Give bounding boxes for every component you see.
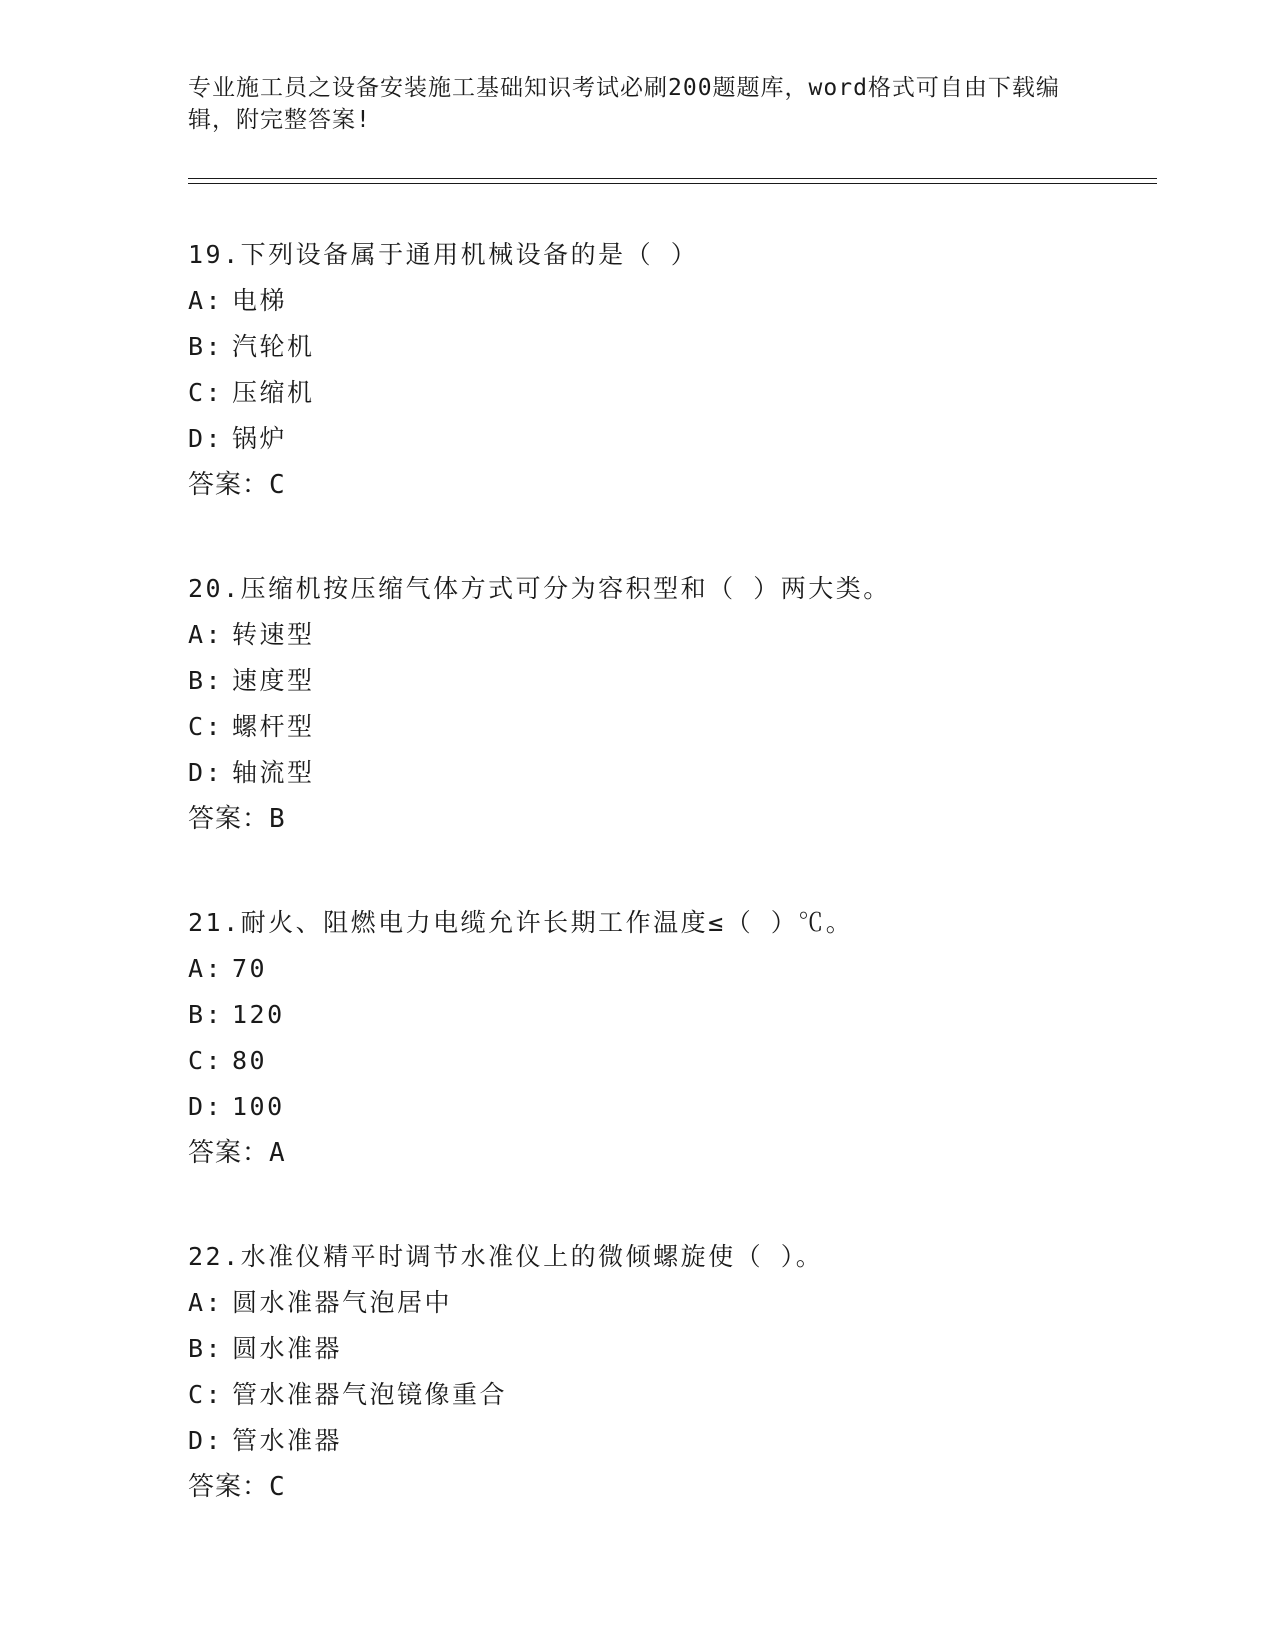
option-c (188, 1038, 1148, 1084)
option-d (188, 416, 1148, 462)
question-block (188, 566, 1148, 842)
option-key: C: (188, 378, 224, 407)
question-stem: 22.水准仪精平时调节水准仪上的微倾螺旋使（ ）。 (188, 1242, 824, 1271)
document-title: 专业施工员之设备安装施工基础知识考试必刷200题题库，word格式可自由下载编辑，附完整答案! (188, 75, 1060, 133)
option-c (188, 1372, 1148, 1418)
option-b (188, 658, 1148, 704)
answer-line (188, 1130, 1148, 1176)
option-text: 100 (232, 1092, 285, 1121)
option-a (188, 278, 1148, 324)
answer-value: C (269, 1472, 286, 1502)
option-key: D: (188, 424, 224, 453)
option-a (188, 1280, 1148, 1326)
option-key: A: (188, 1288, 224, 1317)
option-c (188, 370, 1148, 416)
option-key: C: (188, 1046, 224, 1075)
answer-line (188, 796, 1148, 842)
option-key: B: (188, 1000, 224, 1029)
option-key: A: (188, 286, 224, 315)
answer-line (188, 462, 1148, 508)
option-key: D: (188, 1426, 224, 1455)
option-text: 螺杆型 (232, 712, 315, 741)
answer-value: A (269, 1138, 286, 1168)
answer-label: 答案： (188, 1138, 270, 1168)
option-key: B: (188, 332, 224, 361)
answer-label: 答案： (188, 470, 270, 500)
option-key: B: (188, 666, 224, 695)
option-key: B: (188, 1334, 224, 1363)
option-text: 转速型 (232, 620, 315, 649)
option-text: 速度型 (232, 666, 315, 695)
option-b (188, 992, 1148, 1038)
option-text: 压缩机 (232, 378, 315, 407)
option-key: D: (188, 1092, 224, 1121)
option-text: 轴流型 (232, 758, 315, 787)
option-text: 圆水准器气泡居中 (232, 1288, 453, 1317)
question-list (188, 232, 1148, 1568)
option-a (188, 612, 1148, 658)
option-text: 锅炉 (232, 424, 288, 453)
option-b (188, 1326, 1148, 1372)
option-key: A: (188, 620, 224, 649)
option-b (188, 324, 1148, 370)
question-stem: 21.耐火、阻燃电力电缆允许长期工作温度≤（ ）℃。 (188, 908, 854, 937)
option-key: C: (188, 712, 224, 741)
option-key: A: (188, 954, 224, 983)
option-c (188, 704, 1148, 750)
answer-value: B (269, 804, 286, 834)
question-block (188, 232, 1148, 508)
header-divider-top (188, 178, 1157, 179)
option-d (188, 1418, 1148, 1464)
header-divider-bottom (188, 183, 1157, 184)
question-block (188, 1234, 1148, 1510)
answer-value: C (269, 470, 286, 500)
question-stem: 19.下列设备属于通用机械设备的是（ ） (188, 240, 699, 269)
option-text: 120 (232, 1000, 285, 1029)
option-text: 管水准器 (232, 1426, 343, 1455)
option-key: D: (188, 758, 224, 787)
option-key: C: (188, 1380, 224, 1409)
answer-line (188, 1464, 1148, 1510)
option-text: 圆水准器 (232, 1334, 343, 1363)
question-stem: 20.压缩机按压缩气体方式可分为容积型和（ ）两大类。 (188, 574, 891, 603)
option-text: 70 (232, 954, 268, 983)
question-block (188, 900, 1148, 1176)
option-text: 80 (232, 1046, 268, 1075)
option-d (188, 750, 1148, 796)
answer-label: 答案： (188, 1472, 270, 1502)
option-text: 汽轮机 (232, 332, 315, 361)
option-d (188, 1084, 1148, 1130)
answer-label: 答案： (188, 804, 270, 834)
option-text: 管水准器气泡镜像重合 (232, 1380, 508, 1409)
option-a (188, 946, 1148, 992)
option-text: 电梯 (232, 286, 288, 315)
